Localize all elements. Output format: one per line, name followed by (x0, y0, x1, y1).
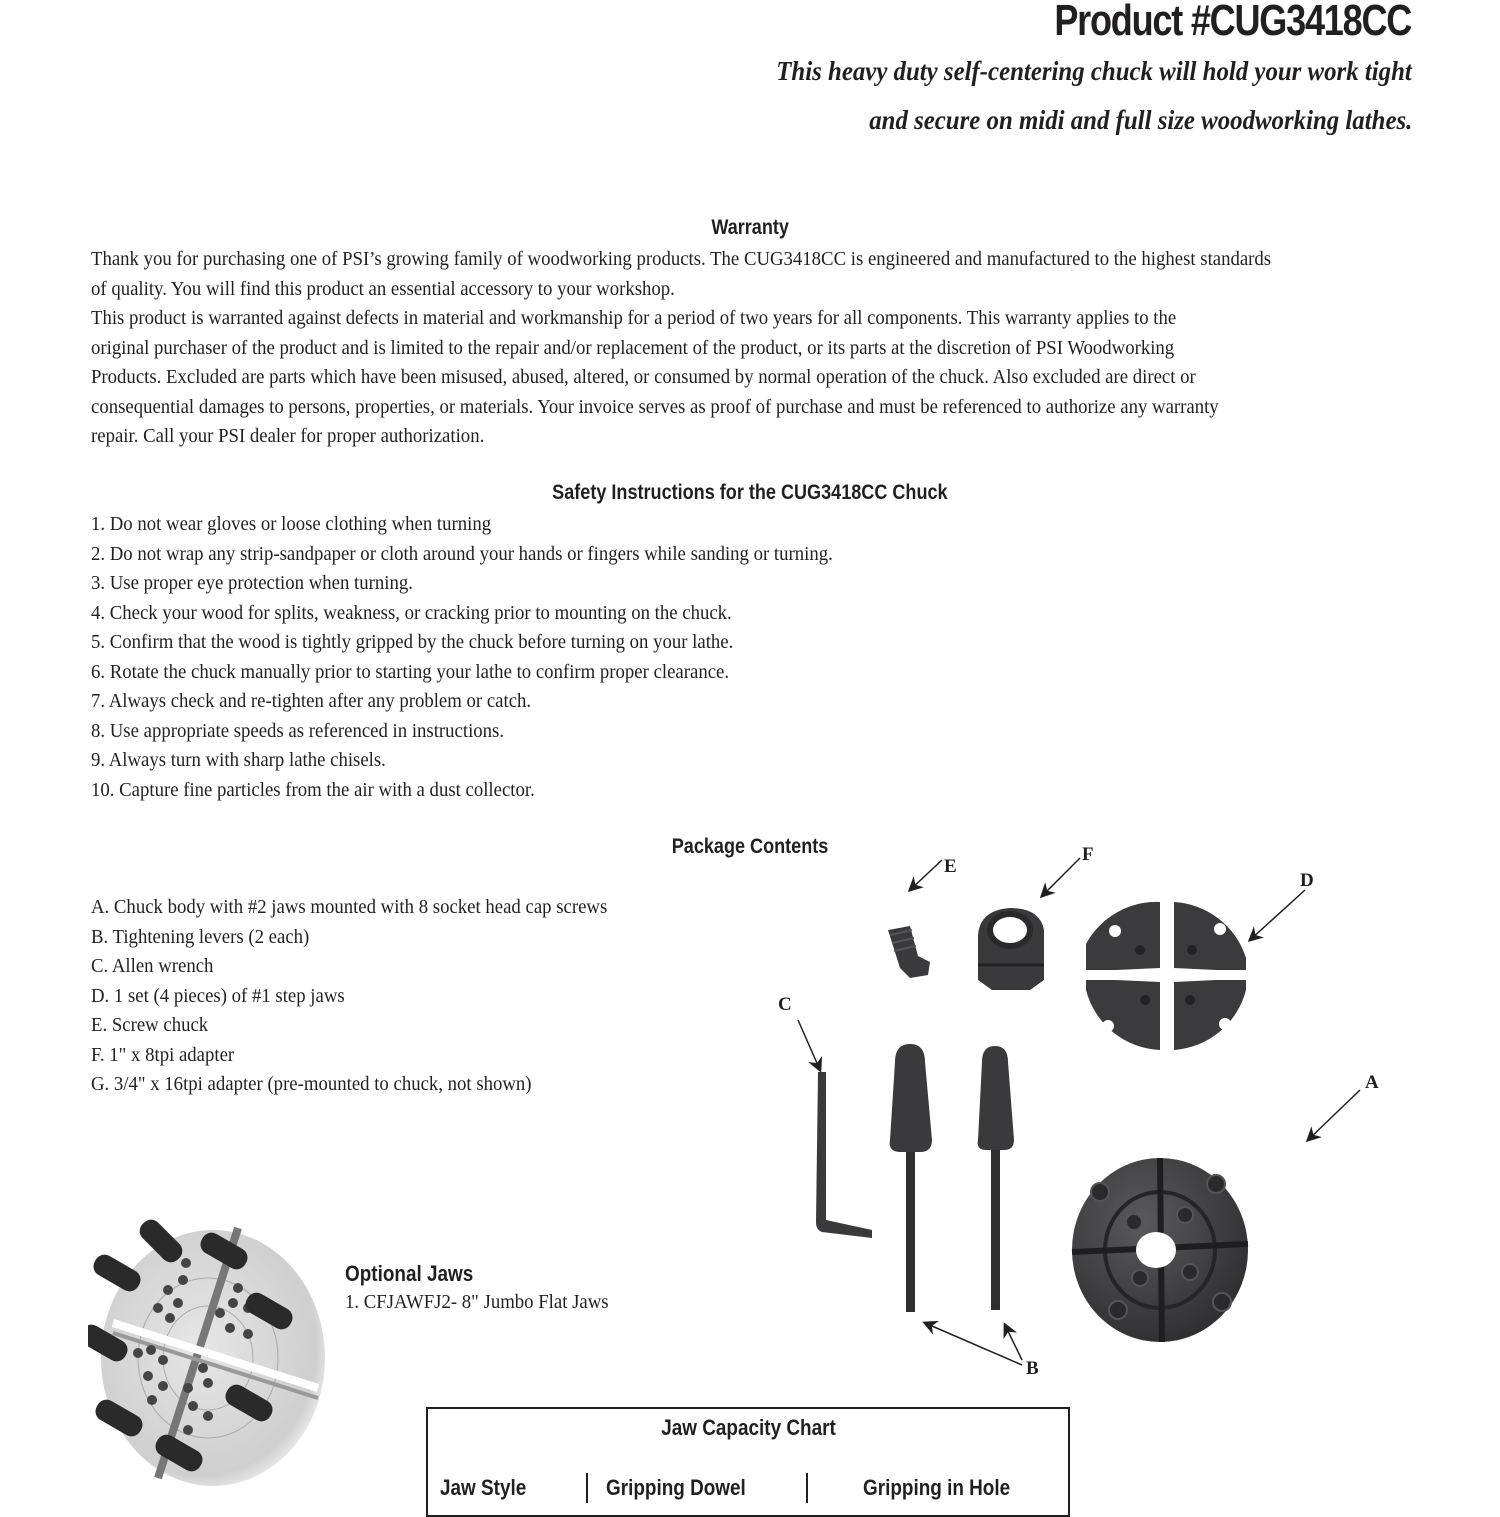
package-item: C. Allen wrench (91, 955, 214, 977)
chuck-body-part (1072, 1158, 1248, 1342)
warranty-line: repair. Call your PSI dealer for proper authorization. (91, 425, 485, 447)
allen-wrench-part (816, 1072, 872, 1238)
callout-d: D (1300, 870, 1314, 891)
parts-illustration (760, 840, 1400, 1400)
safety-heading: Safety Instructions for the CUG3418CC Chuck (552, 481, 948, 504)
optional-jaws-photo (88, 1208, 338, 1498)
column-header-jaw-style: Jaw Style (440, 1475, 527, 1500)
safety-item: 6. Rotate the chuck manually prior to starting your lathe to confirm proper clearance. (91, 660, 730, 683)
safety-item: 4. Check your wood for splits, weakness, or cracking prior to mounting on the chuck. (91, 601, 732, 624)
warranty-body (91, 245, 1411, 452)
warranty-line: original purchaser of the product and is limited to the repair and/or replacement of the product, or its parts at the discretion of PSI Woodworking (91, 336, 1175, 359)
warranty-line: Thank you for purchasing one of PSI’s growing family of woodworking products. The CUG3418CC is engineered and manufactured to the highest standards (91, 248, 1272, 270)
callout-c: C (778, 994, 792, 1015)
package-contents-heading: Package Contents (671, 835, 829, 858)
warranty-line: This product is warranted against defects in material and workmanship for a period of two years for all components. This warranty applies to the (91, 307, 1177, 329)
column-header-gripping-in-hole: Gripping in Hole (863, 1475, 1011, 1500)
adapter-part (978, 908, 1044, 990)
safety-item: 5. Confirm that the wood is tightly gripped by the chuck before turning on your lathe. (91, 631, 734, 653)
package-item: B. Tightening levers (2 each) (91, 925, 310, 948)
warranty-line: Products. Excluded are parts which have been misused, abused, altered, or consumed by normal operation of the chuck. Also excluded are direct or (91, 366, 1196, 388)
safety-item: 9. Always turn with sharp lathe chisels. (91, 749, 386, 771)
column-header-gripping-dowel: Gripping Dowel (606, 1475, 746, 1500)
package-contents-photo (760, 840, 1400, 1400)
callout-a: A (1365, 1072, 1379, 1093)
screw-chuck-part (888, 926, 930, 978)
package-item: E. Screw chuck (91, 1014, 209, 1036)
safety-item: 8. Use appropriate speeds as referenced in instructions. (91, 719, 505, 742)
jumbo-flat-jaws-illustration (88, 1208, 338, 1498)
safety-item: 1. Do not wear gloves or loose clothing when turning (91, 513, 492, 535)
optional-jaws-item: 1. CFJAWFJ2- 8" Jumbo Flat Jaws (345, 1291, 609, 1313)
safety-item: 3. Use proper eye protection when turning. (91, 572, 413, 594)
tagline-line-2: and secure on midi and full size woodworking lathes. (868, 105, 1412, 135)
safety-list (91, 510, 1411, 805)
tagline-line-1: This heavy duty self-centering chuck will hold your work tight (776, 56, 1412, 86)
callout-f: F (1082, 844, 1094, 865)
product-title: Product #CUG3418CC (1054, 0, 1411, 45)
callout-b: B (1026, 1358, 1039, 1379)
jaw-capacity-chart-title: Jaw Capacity Chart (660, 1415, 836, 1440)
column-divider (806, 1473, 808, 1503)
package-item: G. 3/4" x 16tpi adapter (pre-mounted to chuck, not shown) (91, 1073, 532, 1095)
tightening-lever-1 (890, 1044, 932, 1312)
package-item: D. 1 set (4 pieces) of #1 step jaws (91, 984, 345, 1007)
optional-jaws-heading: Optional Jaws (345, 1261, 474, 1286)
warranty-line: of quality. You will find this product an essential accessory to your workshop. (91, 277, 675, 300)
jaw-capacity-chart (426, 1407, 1070, 1517)
tightening-lever-2 (978, 1046, 1014, 1310)
package-item: F. 1" x 8tpi adapter (91, 1043, 235, 1066)
column-divider (586, 1473, 588, 1503)
callout-e: E (944, 856, 957, 877)
warranty-heading: Warranty (711, 216, 789, 239)
safety-item: 7. Always check and re-tighten after any problem or catch. (91, 690, 532, 712)
safety-item: 10. Capture fine particles from the air with a dust collector. (91, 778, 535, 801)
safety-item: 2. Do not wrap any strip-sandpaper or cloth around your hands or fingers while sanding or turning. (91, 542, 833, 565)
step-jaws-part (1086, 902, 1246, 1050)
warranty-line: consequential damages to persons, properties, or materials. Your invoice serves as proof of purchase and must be referenced to authorize any warranty (91, 395, 1219, 418)
package-item: A. Chuck body with #2 jaws mounted with 8 socket head cap screws (91, 896, 608, 918)
